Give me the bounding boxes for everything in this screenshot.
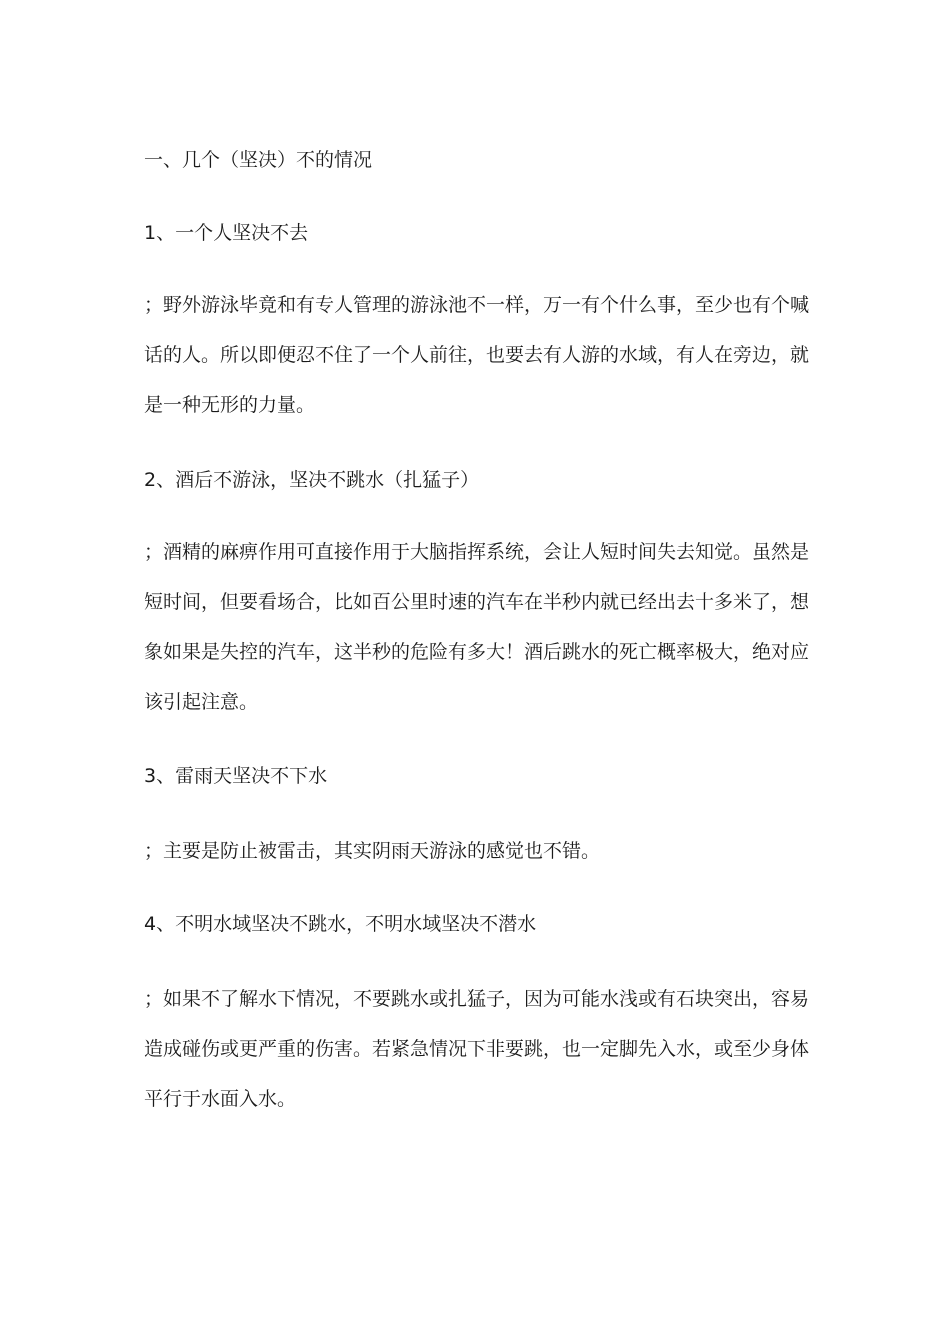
section-2-line-3: 象如果是失控的汽车，这半秒的危险有多大！酒后跳水的死亡概率极大，绝对应 [144,641,810,663]
section-4-line-3: 平行于水面入水。 [144,1088,297,1110]
section-2-title: 2、酒后不游泳，坚决不跳水（扎猛子） [144,469,480,491]
section-3-body [144,826,812,876]
section-1-line-3: 是一种无形的力量。 [144,394,316,416]
section-3-line-1: ；主要是防止被雷击，其实阴雨天游泳的感觉也不错。 [144,840,601,862]
section-4-line-2: 造成碰伤或更严重的伤害。若紧急情况下非要跳，也一定脚先入水，或至少身体 [144,1038,810,1060]
section-4-body [144,974,812,1124]
section-3-title: 3、雷雨天坚决不下水 [144,765,328,787]
section-1-title: 1、一个人坚决不去 [144,222,309,244]
document-heading: 一、几个（坚决）不的情况 [144,149,373,171]
section-2-body [144,527,812,727]
section-2-line-1: ；酒精的麻痹作用可直接作用于大脑指挥系统，会让人短时间失去知觉。虽然是 [144,541,810,563]
section-4-line-1: ；如果不了解水下情况，不要跳水或扎猛子，因为可能水浅或有石块突出，容易 [144,988,810,1010]
section-1-body [144,280,812,430]
section-1-line-1: ；野外游泳毕竟和有专人管理的游泳池不一样，万一有个什么事，至少也有个喊 [144,294,810,316]
section-4-title: 4、不明水域坚决不跳水，不明水域坚决不潜水 [144,913,537,935]
section-2-line-2: 短时间，但要看场合，比如百公里时速的汽车在半秒内就已经出去十多米了，想 [144,591,810,613]
section-2-line-4: 该引起注意。 [144,691,259,713]
section-1-line-2: 话的人。所以即便忍不住了一个人前往，也要去有人游的水域，有人在旁边，就 [144,344,810,366]
